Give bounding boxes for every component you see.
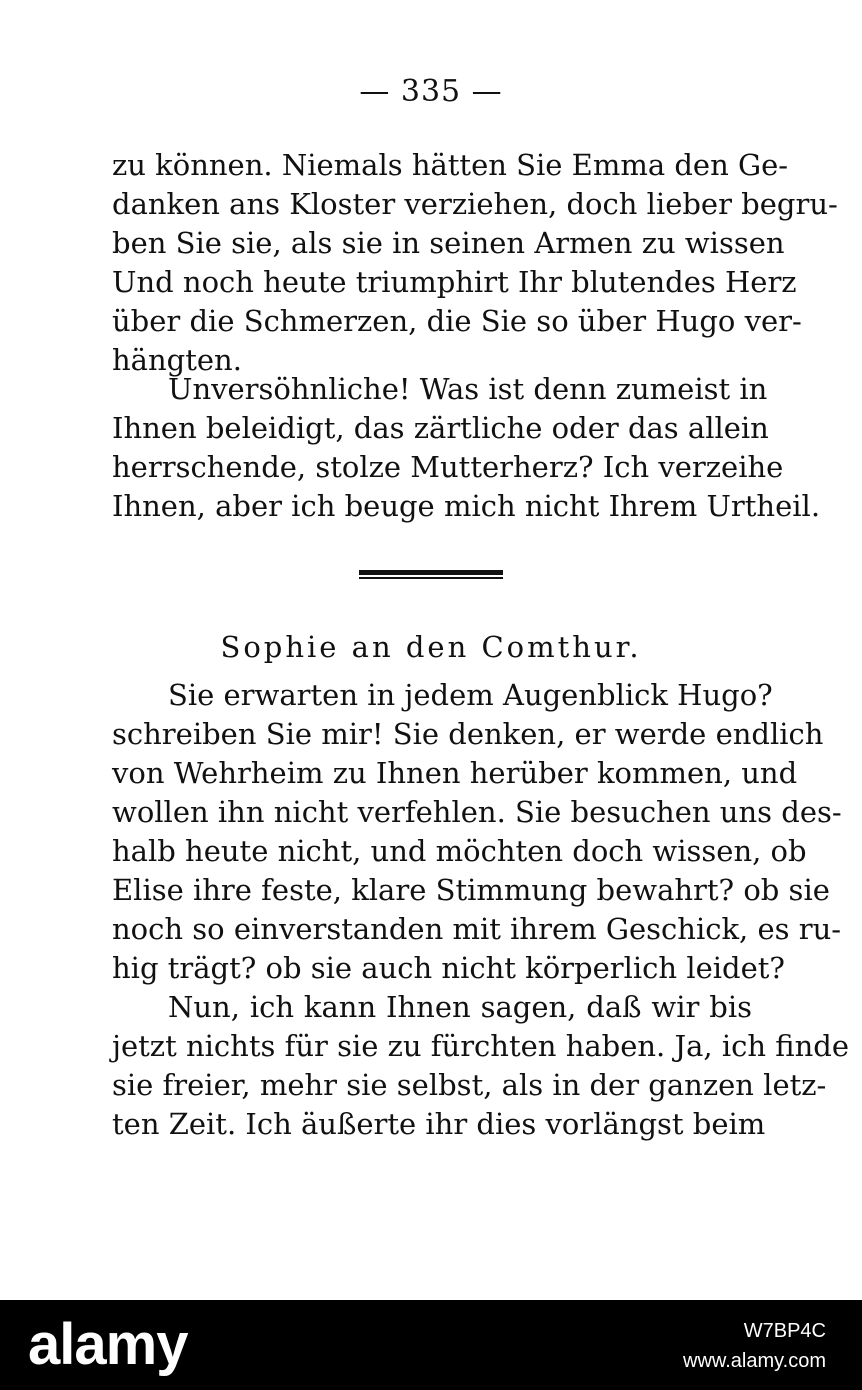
text-line: schreiben Sie mir! Sie denken, er werde endlich [112, 717, 824, 751]
letter-heading: Sophie an den Comthur. [220, 630, 642, 664]
paragraph-continuation [112, 146, 838, 380]
section-divider [359, 570, 503, 580]
text-line: Ihnen, aber ich beuge mich nicht Ihrem Urtheil. [112, 489, 821, 523]
text-line: Sie erwarten in jedem Augenblick Hugo? [168, 678, 773, 712]
text-line: Nun, ich kann Ihnen sagen, daß wir bis [168, 990, 752, 1024]
text-line: von Wehrheim zu Ihnen herüber kommen, und [112, 756, 798, 790]
text-line: danken ans Kloster verziehen, doch lieber begru- [112, 187, 838, 221]
text-line: herrschende, stolze Mutterherz? Ich verzeihe [112, 450, 784, 484]
text-line: noch so einverstanden mit ihrem Geschick, es ru- [112, 912, 842, 946]
page-number: — 335 — [359, 74, 503, 109]
text-line: ben Sie sie, als sie in seinen Armen zu wissen [112, 226, 785, 260]
banner-url: www.alamy.com [683, 1350, 826, 1372]
text-line: wollen ihn nicht verfehlen. Sie besuchen uns des- [112, 795, 842, 829]
text-line: zu können. Niemals hätten Sie Emma den Ge- [112, 148, 789, 182]
text-line: hängten. [112, 343, 242, 377]
paragraph-unversoehnliche [112, 370, 821, 526]
letter-body [112, 676, 850, 1144]
text-line: ten Zeit. Ich äußerte ihr dies vorlängst beim [112, 1107, 766, 1141]
text-line: hig trägt? ob sie auch nicht körperlich leidet? [112, 951, 785, 985]
text-line: Ihnen beleidigt, das zärtliche oder das allein [112, 411, 769, 445]
divider-thin-rule [359, 577, 503, 579]
text-line: Unversöhnliche! Was ist denn zumeist in [168, 372, 768, 406]
stock-watermark-banner [0, 1300, 862, 1390]
alamy-logo: alamy [28, 1312, 188, 1377]
image-id: W7BP4C [743, 1320, 826, 1342]
divider-thick-rule [359, 570, 503, 575]
text-line: Elise ihre feste, klare Stimmung bewahrt? ob sie [112, 873, 830, 907]
text-line: über die Schmerzen, die Sie so über Hugo ver- [112, 304, 802, 338]
text-line: jetzt nichts für sie zu fürchten haben. Ja, ich finde [112, 1029, 850, 1063]
text-line: Und noch heute triumphirt Ihr blutendes Herz [112, 265, 797, 299]
text-line: halb heute nicht, und möchten doch wissen, ob [112, 834, 807, 868]
text-line: sie freier, mehr sie selbst, als in der ganzen letz- [112, 1068, 827, 1102]
